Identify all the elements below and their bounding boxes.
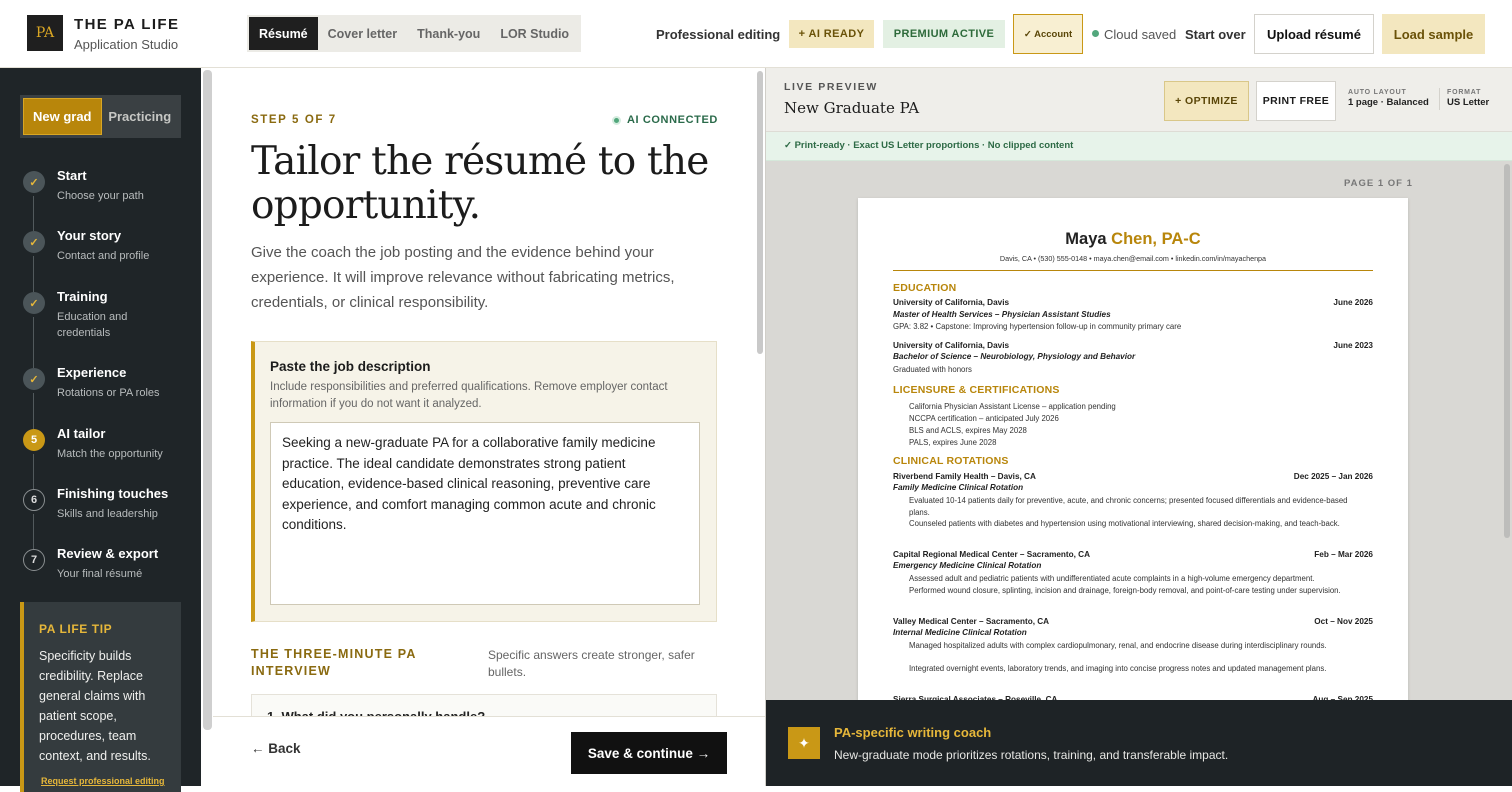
step-subtitle: Education and credentials bbox=[57, 311, 128, 339]
step-subtitle: Contact and profile bbox=[57, 250, 150, 262]
cloud-saved-status: Cloud saved bbox=[1104, 26, 1177, 42]
resume-entry: Capital Regional Medical Center – Sacramento, CA Feb – Mar 2026 bbox=[893, 550, 1373, 559]
mode-new-grad[interactable]: New grad bbox=[23, 98, 102, 135]
tab-cover-letter[interactable]: Cover letter bbox=[327, 26, 398, 41]
resume-name: Maya Chen, PA-C bbox=[1065, 230, 1201, 248]
step-kicker: STEP 5 OF 7 bbox=[251, 114, 337, 126]
page-lead: Give the coach the job posting and the evidence behind your experience. It will improve relevance without fabricating metrics, credentials, or clinical responsibility. bbox=[251, 244, 675, 311]
step-subtitle: Match the opportunity bbox=[57, 448, 163, 460]
resume-contact: Davis, CA • (530) 555-0148 • maya.chen@email.com • linkedin.com/in/mayachenpa bbox=[999, 254, 1267, 263]
step-title: Training bbox=[57, 289, 108, 304]
professional-editing-link[interactable]: Professional editing bbox=[656, 26, 781, 42]
step-subtitle: Choose your path bbox=[57, 190, 144, 202]
optimize-button[interactable]: + OPTIMIZE bbox=[1164, 81, 1249, 121]
main-scrollbar[interactable] bbox=[757, 71, 763, 354]
resume-section-licensure: LICENSURE & CERTIFICATIONS bbox=[893, 384, 1060, 396]
check-icon: ✓ bbox=[23, 171, 45, 193]
mode-practicing[interactable]: Practicing bbox=[108, 109, 172, 124]
resume-entry: Riverbend Family Health – Davis, CA Dec 2025 – Jan 2026 bbox=[893, 472, 1373, 481]
sidebar-scrollbar[interactable] bbox=[203, 70, 212, 730]
preview-kicker: LIVE PREVIEW bbox=[784, 81, 878, 93]
check-icon: ✓ bbox=[23, 368, 45, 390]
step-title: Review & export bbox=[57, 546, 159, 561]
brand-name: THE PA LIFE bbox=[74, 16, 180, 33]
step-title: Finishing touches bbox=[57, 486, 169, 501]
coach-subtitle: New-graduate mode prioritizes rotations, training, and transferable impact. bbox=[834, 748, 1229, 762]
job-description-card bbox=[251, 341, 717, 622]
document-tabs bbox=[247, 15, 581, 52]
tab-resume[interactable]: Résumé bbox=[249, 17, 318, 50]
card-subtitle: Include responsibilities and preferred qualifications. Remove employer contact information if you do not want it analyzed. bbox=[270, 381, 668, 410]
check-icon: ✓ bbox=[23, 292, 45, 314]
start-over-button[interactable]: Start over bbox=[1185, 26, 1246, 42]
ai-ready-badge[interactable]: + AI READY bbox=[789, 20, 874, 48]
resume-entry: University of California, Davis June 2023 bbox=[893, 341, 1373, 350]
print-ready-banner: ✓ Print-ready · Exact US Letter proportions · No clipped content bbox=[766, 132, 1512, 161]
cloud-status-icon bbox=[1092, 30, 1099, 37]
check-icon: ✓ bbox=[23, 231, 45, 253]
auto-layout-setting[interactable]: AUTO LAYOUT 1 page · Balanced bbox=[1348, 89, 1429, 108]
format-setting[interactable]: FORMAT US Letter bbox=[1447, 89, 1490, 108]
tab-thank-you[interactable]: Thank-you bbox=[417, 26, 481, 41]
back-button[interactable]: ← Back bbox=[251, 741, 301, 756]
card-heading: Paste the job description bbox=[270, 359, 431, 374]
preview-title: New Graduate PA bbox=[784, 99, 920, 117]
step-title: AI tailor bbox=[57, 426, 106, 441]
writing-coach-bar bbox=[766, 700, 1512, 786]
job-description-textarea[interactable]: Seeking a new-graduate PA for a collaborative family medicine practice. The ideal candidate demonstrates strong patient education, evidence-based clinical reasoning, preventive care experience, and comfort managing common acute and chronic conditions. bbox=[270, 422, 700, 605]
interview-heading: THE THREE-MINUTE PA INTERVIEW bbox=[251, 647, 417, 678]
page-title: Tailor the résumé to the opportunity. bbox=[251, 139, 709, 228]
step-title: Your story bbox=[57, 228, 122, 243]
brand-subtitle: Application Studio bbox=[74, 37, 179, 52]
top-bar bbox=[0, 0, 1512, 68]
sparkle-icon: ✦ bbox=[788, 727, 820, 759]
resume-section-education: EDUCATION bbox=[893, 282, 957, 294]
tip-body: Specificity builds credibility. Replace general claims with patient scope, procedures, team context, and results. bbox=[39, 649, 151, 763]
mode-toggle bbox=[20, 95, 181, 138]
step-number: 5 bbox=[23, 429, 45, 451]
sidebar bbox=[0, 68, 201, 786]
request-editing-link[interactable]: Request professional editing bbox=[41, 776, 165, 786]
tip-heading: PA LIFE TIP bbox=[39, 622, 113, 636]
page-count: PAGE 1 OF 1 bbox=[1344, 178, 1413, 189]
coach-heading: PA-specific writing coach bbox=[834, 725, 992, 740]
live-preview-panel bbox=[765, 68, 1512, 786]
account-button[interactable]: ✓ Account bbox=[1013, 14, 1083, 54]
resume-entry: University of California, Davis June 2026 bbox=[893, 298, 1373, 307]
load-sample-button[interactable]: Load sample bbox=[1382, 14, 1485, 54]
step-subtitle: Your final résumé bbox=[57, 568, 143, 580]
premium-active-badge: PREMIUM ACTIVE bbox=[883, 20, 1005, 48]
step-title: Experience bbox=[57, 365, 127, 380]
save-continue-button[interactable]: Save & continue → bbox=[571, 732, 727, 774]
pa-life-tip bbox=[20, 602, 181, 792]
ai-connected-status: AI CONNECTED bbox=[612, 114, 718, 126]
resume-entry: Valley Medical Center – Sacramento, CA Oct – Nov 2025 bbox=[893, 617, 1373, 626]
tab-lor-studio[interactable]: LOR Studio bbox=[500, 26, 570, 41]
preview-scrollbar[interactable] bbox=[1504, 164, 1510, 538]
resume-section-rotations: CLINICAL ROTATIONS bbox=[893, 455, 1009, 467]
preview-header bbox=[766, 68, 1512, 132]
upload-resume-button[interactable]: Upload résumé bbox=[1254, 14, 1374, 54]
resume-page: Maya Chen, PA-C Davis, CA • (530) 555-0148 • maya.chen@email.com • linkedin.com/in/mayachenpa EDUCATION University of California, Davis June 2026 Master of Health Services – Physician Assistant Studies GPA: 3.82 • Capstone: Improving hypertension follow-up in community primary care University of California, Davis June 2023 Bachelor of Science – Neurobiology, Physiology and Behavior Graduated with honors LICENSURE & CERTIFICATIONS California Physician Assistant License – application pending NCCPA certification – anticipated July 2026 BLS and ACLS, expires May 2028 PALS, expires June 2028 CLINICAL ROTATIONS Riverbend Family Health – Davis, CA Dec 2025 – Jan 2026 Family Medicine Clinical Rotation Evaluated 10-14 patients daily for preventive, acute, and chronic concerns; presented focused differentials and evidence-based plans. Counseled patients with diabetes and hypertension using motivational interviewing, shared decision-making, and teach-back. Capital Regional Medical Center – Sacramento, CA Feb – Mar 2026 Emergency Medicine Clinical Rotation Assessed adult and pediatric patients with undifferentiated acute complaints in a high-volume emergency department. Performed wound closure, splinting, incision and drainage, foreign-body removal, and point-of-care testing under supervision. Valley Medical Center – Sacramento, CA Oct – Nov 2025 Internal Medicine Clinical Rotation Managed hospitalized adults with complex cardiopulmonary, renal, and endocrine disease during interdisciplinary rounds. Integrated overnight events, laboratory trends, and imaging into concise progress notes and updated management plans. bbox=[858, 198, 1408, 758]
step-footer bbox=[213, 716, 765, 786]
step-number: 7 bbox=[23, 549, 45, 571]
print-free-button[interactable]: PRINT FREE bbox=[1256, 81, 1336, 121]
step-subtitle: Rotations or PA roles bbox=[57, 387, 160, 399]
main-panel bbox=[213, 68, 765, 786]
brand-logo[interactable]: PA bbox=[27, 15, 63, 51]
interview-subtitle: Specific answers create stronger, safer bullets. bbox=[488, 648, 695, 679]
step-number: 6 bbox=[23, 489, 45, 511]
status-dot-icon bbox=[612, 116, 621, 125]
step-title: Start bbox=[57, 168, 87, 183]
step-subtitle: Skills and leadership bbox=[57, 508, 158, 520]
